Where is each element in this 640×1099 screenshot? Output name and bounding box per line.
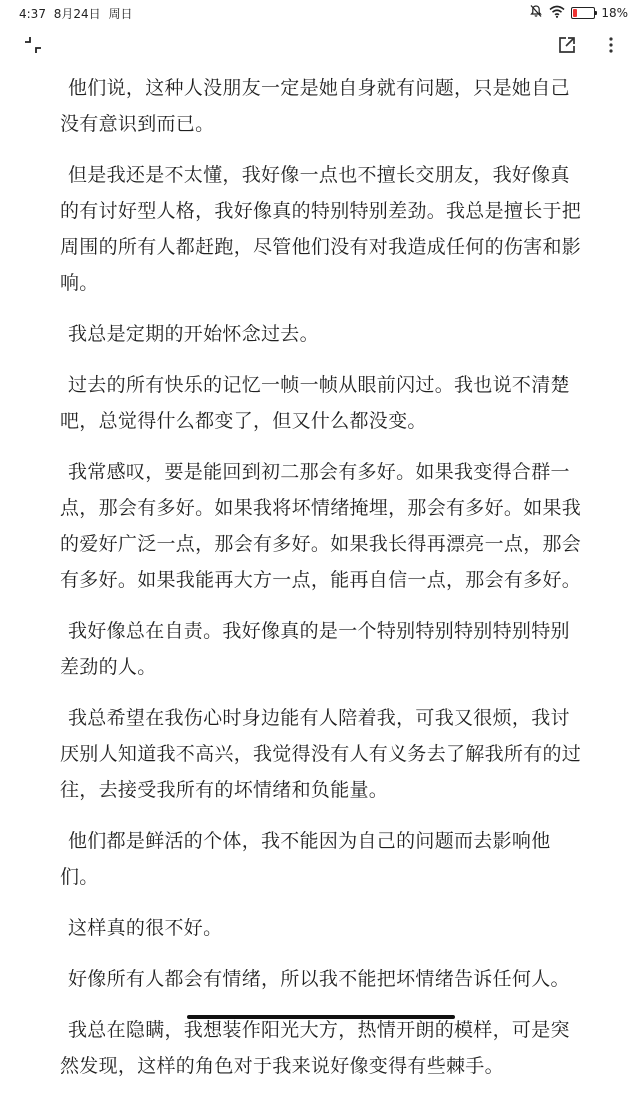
status-time: 4:37 xyxy=(19,7,46,21)
status-left xyxy=(19,5,137,22)
paragraph: 我总在隐瞒，我想装作阳光大方，热情开朗的模样，可是突然发现，这样的角色对于我来说好像变得有些棘手。 xyxy=(60,1019,570,1077)
open-external-icon xyxy=(557,35,577,59)
paragraph: 他们都是鲜活的个体，我不能因为自己的问题而去影响他们。 xyxy=(60,830,551,888)
paragraph: 这样真的很不好。 xyxy=(68,917,223,939)
open-external-button[interactable] xyxy=(552,32,582,62)
paragraph: 但是我还是不太懂，我好像一点也不擅长交朋友，我好像真的有讨好型人格，我好像真的特别特别差劲。我总是擅长于把周围的所有人都赶跑，尽管他们没有对我造成任何的伤害和影响。 xyxy=(60,164,582,294)
more-options-button[interactable] xyxy=(596,32,626,62)
home-indicator-bar[interactable] xyxy=(187,1015,455,1019)
wifi-icon xyxy=(549,5,565,21)
paragraph: 我好像总在自责。我好像真的是一个特别特别特别特别特别差劲的人。 xyxy=(60,620,570,678)
paragraph: 过去的所有快乐的记忆一帧一帧从眼前闪过。我也说不清楚吧，总觉得什么都变了，但又什么都没变。 xyxy=(60,374,570,432)
article-body xyxy=(60,70,582,1099)
reader-toolbar xyxy=(0,32,640,62)
paragraph: 我总希望在我伤心时身边能有人陪着我，可我又很烦，我讨厌别人知道我不高兴，我觉得没有人有义务去了解我所有的过往，去接受我所有的坏情绪和负能量。 xyxy=(60,707,582,801)
status-bar xyxy=(0,0,640,24)
battery-icon xyxy=(571,7,595,19)
mute-bell-icon xyxy=(529,4,543,21)
status-date: 8月24日 xyxy=(53,7,101,21)
minimize-icon xyxy=(23,35,43,59)
minimize-button[interactable] xyxy=(18,32,48,62)
paragraph: 我总是定期的开始怀念过去。 xyxy=(68,323,319,345)
battery-fill xyxy=(573,9,577,17)
status-weekday: 周日 xyxy=(108,7,133,21)
paragraph: 好像所有人都会有情绪，所以我不能把坏情绪告诉任何人。 xyxy=(68,968,570,990)
paragraph: 他们说，这种人没朋友一定是她自身就有问题，只是她自己没有意识到而已。 xyxy=(60,77,570,135)
status-right xyxy=(529,4,628,21)
paragraph: 我常感叹，要是能回到初二那会有多好。如果我变得合群一点，那会有多好。如果我将坏情绪掩埋，那会有多好。如果我的爱好广泛一点，那会有多好。如果我长得再漂亮一点，那会有多好。如果我能再大方一点，能再自信一点，那会有多好。 xyxy=(60,461,582,591)
more-vert-icon xyxy=(608,36,614,58)
battery-percent: 18% xyxy=(601,5,628,20)
